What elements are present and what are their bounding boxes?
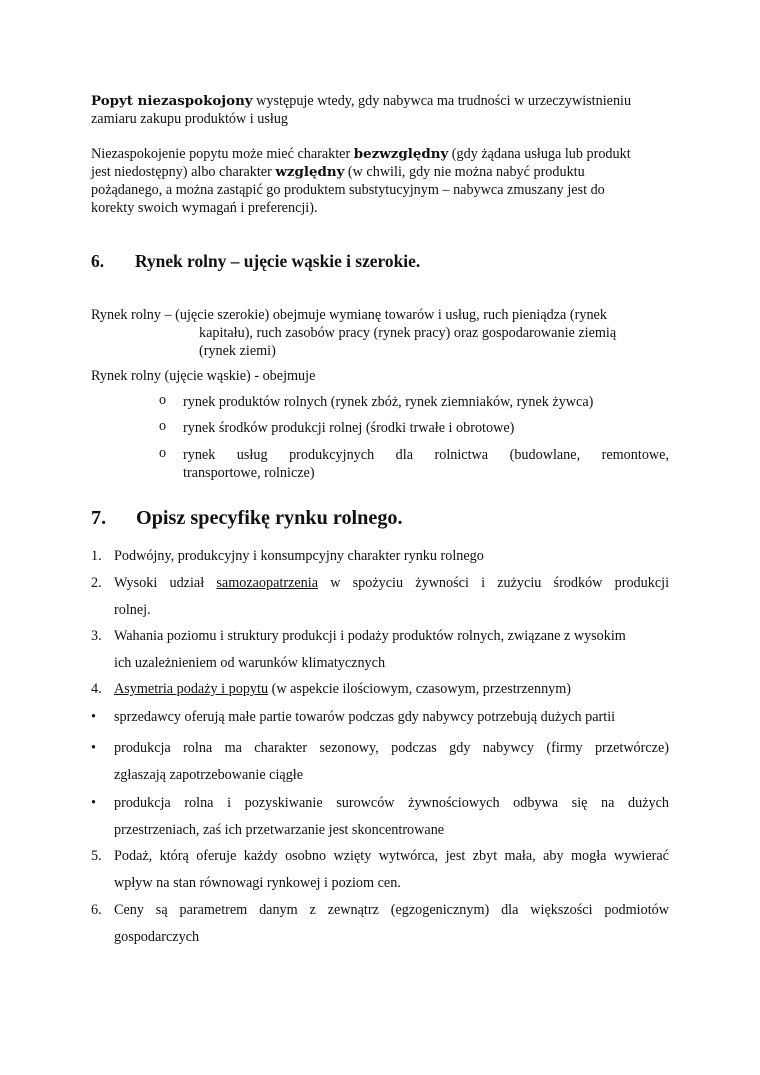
para2-text: jest niedostępny) albo charakter: [91, 164, 276, 180]
term-asymmetry: Asymetria podaży i popytu: [114, 681, 269, 697]
broad-line1: Rynek rolny – (ujęcie szerokie) obejmuje wymianę towarów i usług, ruch pieniądza (rynek: [91, 307, 607, 323]
list-number-2: 2.: [91, 575, 102, 591]
list-number-1: 1.: [91, 548, 102, 564]
list-number-6: 6.: [91, 902, 102, 918]
broad-line2: kapitału), ruch zasobów pracy (rynek pracy) oraz gospodarowanie ziemią: [199, 325, 617, 341]
list-number-5: 5.: [91, 848, 102, 864]
narrow-item-1: rynek produktów rolnych (rynek zbóż, rynek ziemniaków, rynek żywca): [183, 394, 594, 410]
list-item-2-text: w spożyciu żywności i zużyciu środków produkcji: [318, 575, 670, 591]
list-item-4: [114, 680, 571, 698]
para2-line4: korekty swoich wymagań i preferencji).: [91, 200, 318, 216]
section6-number: 6.: [91, 251, 105, 271]
section7-number: 7.: [91, 507, 107, 529]
list-number-3: 3.: [91, 628, 102, 644]
term-self-supply: samozaopatrzenia: [216, 575, 318, 591]
term-absolute: bezwzględny: [353, 146, 449, 162]
bullet-dot: •: [91, 709, 96, 725]
section7-title: Opisz specyfikę rynku rolnego.: [136, 507, 403, 529]
bullet-dot: •: [91, 740, 96, 756]
bullet-marker: o: [159, 445, 167, 461]
para2-line2: [91, 163, 585, 181]
list-item-1: Podwójny, produkcyjny i konsumpcyjny charakter rynku rolnego: [114, 548, 484, 564]
bullet-item-2-line1: produkcja rolna ma charakter sezonowy, podczas gdy nabywcy (firmy przetwórcze): [114, 740, 669, 756]
list-item-5-line2: wpływ na stan równowagi rynkowej i poziom cen.: [114, 875, 401, 891]
narrow-intro: Rynek rolny (ujęcie wąskie) - obejmuje: [91, 368, 316, 384]
list-item-6-line2: gospodarczych: [114, 929, 200, 945]
para2-text: Niezaspokojenie popytu może mieć charakter: [91, 146, 354, 162]
list-item-3-line1: Wahania poziomu i struktury produkcji i podaży produktów rolnych, związane z wysokim: [114, 628, 626, 644]
list-item-6-line1: Ceny są parametrem danym z zewnątrz (egzogenicznym) dla większości podmiotów: [114, 902, 669, 918]
para2-line1: [91, 145, 631, 163]
bullet-marker: o: [159, 418, 167, 434]
para1-line1: [91, 92, 631, 110]
list-number-4: 4.: [91, 681, 102, 697]
bullet-item-3-line2: przestrzeniach, zaś ich przetwarzanie jest skoncentrowane: [114, 822, 445, 838]
bullet-item-1: sprzedawcy oferują małe partie towarów podczas gdy nabywcy potrzebują dużych partii: [114, 709, 616, 725]
bullet-dot: •: [91, 795, 96, 811]
narrow-item-3-line1: rynek usług produkcyjnych dla rolnictwa (budowlane, remontowe,: [183, 447, 669, 463]
bullet-marker: o: [159, 392, 167, 408]
para2-text: (gdy żądana usługa lub produkt: [448, 146, 631, 162]
para1-text: występuje wtedy, gdy nabywca ma trudności w urzeczywistnieniu: [252, 93, 632, 109]
broad-line3: (rynek ziemi): [199, 343, 276, 359]
list-item-3-line2: ich uzależnieniem od warunków klimatycznych: [114, 655, 386, 671]
para2-text: (w chwili, gdy nie można nabyć produktu: [344, 164, 585, 180]
term-relative: względny: [275, 164, 345, 180]
bullet-item-2-line2: zgłaszają zapotrzebowanie ciągłe: [114, 767, 304, 783]
list-item-2-line2: rolnej.: [114, 602, 151, 618]
list-item-4-text: (w aspekcie ilościowym, czasowym, przestrzennym): [268, 681, 572, 697]
list-item-5-line1: Podaż, którą oferuje każdy osobno wzięty wytwórca, jest zbyt mała, aby mogła wywierać: [114, 848, 669, 864]
narrow-item-3-line2: transportowe, rolnicze): [183, 465, 315, 481]
list-item-2-line1: [114, 574, 669, 592]
para1-line2: zamiaru zakupu produktów i usług: [91, 111, 289, 127]
term-unmet-demand: Popyt niezaspokojony: [91, 93, 253, 109]
bullet-item-3-line1: produkcja rolna i pozyskiwanie surowców żywnościowych odbywa się na dużych: [114, 795, 669, 811]
para2-line3: pożądanego, a można zastąpić go produktem substytucyjnym – nabywca zmuszany jest do: [91, 182, 605, 198]
narrow-item-2: rynek środków produkcji rolnej (środki trwałe i obrotowe): [183, 420, 515, 436]
list-item-2-text: Wysoki udział: [114, 575, 217, 591]
section6-title: Rynek rolny – ujęcie wąskie i szerokie.: [135, 251, 421, 271]
